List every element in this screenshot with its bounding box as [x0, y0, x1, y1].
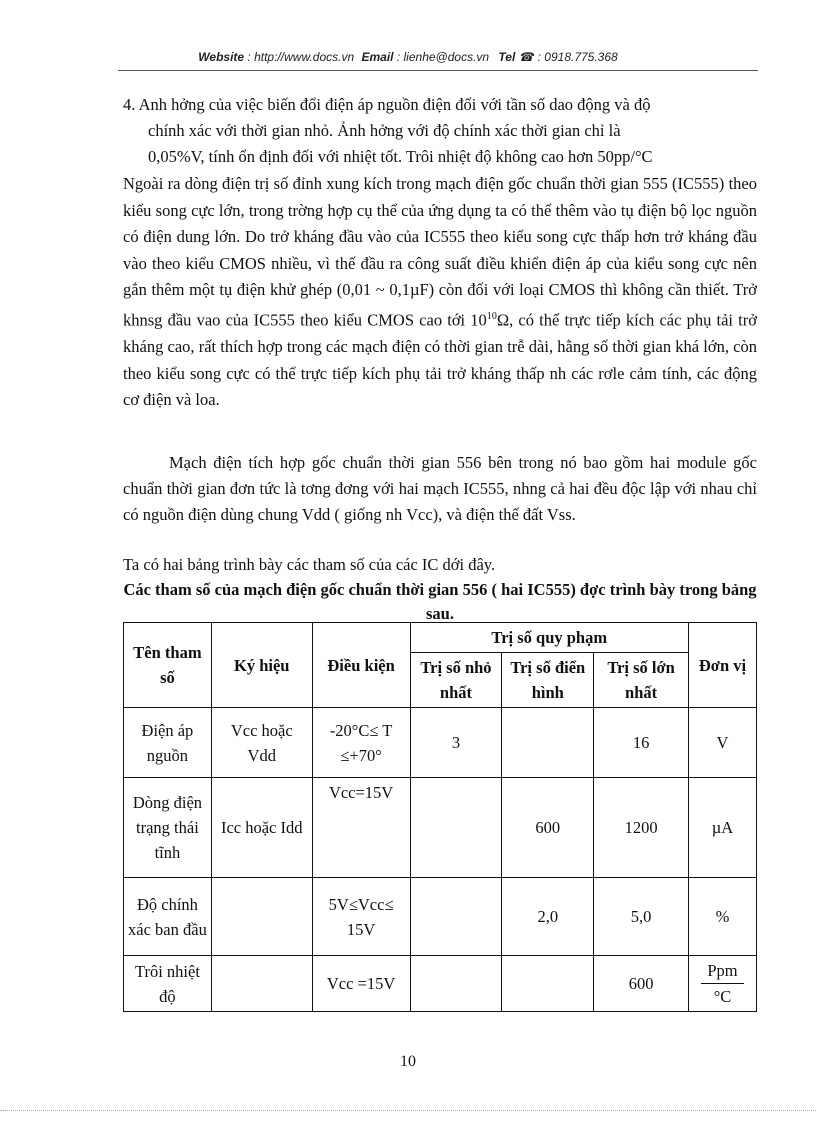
cell-symbol	[211, 956, 312, 1012]
header-max: Trị số lớn nhất	[594, 653, 689, 708]
cell-name: Điện áp nguồn	[124, 708, 212, 778]
cell-min: 3	[410, 708, 502, 778]
table-row	[124, 956, 757, 1012]
cell-unit: µA	[688, 778, 756, 878]
cell-typ: 2,0	[502, 878, 594, 956]
cell-min	[410, 878, 502, 956]
cell-symbol	[211, 878, 312, 956]
paragraph-1-part-b: Ω, có thể trực tiếp kích các phụ tải trở kháng cao, rất thích hợp trong các mạch điện có thời gian trễ dài, hằng số thời gian khá lớn, còn theo kiểu song cực có thể trực tiếp kích phụ tải trở kháng thấp nh các rơle cảm tính, các động cơ điện và loa.	[123, 310, 757, 410]
tel-value: : 0918.775.368	[537, 50, 618, 64]
cell-symbol: Icc hoặc Idd	[211, 778, 312, 878]
item4-line3: 0,05%V, tính ổn định đối với nhiệt tốt. Trôi nhiệt độ không cao hơn 50pp/°C	[148, 147, 653, 166]
item4-line2: chính xác với thời gian nhỏ. Ảnh hởng với độ chính xác thời gian chỉ là	[148, 121, 621, 140]
page-number: 10	[400, 1053, 416, 1070]
cell-condition: Vcc =15V	[312, 956, 410, 1012]
header-typ: Trị số điển hình	[502, 653, 594, 708]
unit-numerator: Ppm	[701, 958, 744, 984]
unit-denominator: °C	[713, 987, 732, 1006]
table-row	[124, 878, 757, 956]
parameter-table	[123, 622, 757, 1012]
cell-max: 16	[594, 708, 689, 778]
cell-min	[410, 956, 502, 1012]
header-spec: Trị số quy phạm	[410, 623, 688, 653]
page-header	[0, 50, 816, 64]
table-caption: Các tham số của mạch điện gốc chuẩn thời gian 556 ( hai IC555) đợc trình bày trong bảng sau.	[123, 580, 757, 623]
email-label: Email	[361, 50, 394, 64]
email-value: : lienhe@docs.vn	[396, 50, 490, 64]
header-name: Tên tham số	[124, 623, 212, 708]
paragraph-1-part-a: Ngoài ra dòng điện trị số đỉnh xung kích trong mạch điện gốc chuẩn thời gian 555 (IC555) theo kiểu song cực lớn, trong trờng hợp cụ thể của ứng dụng ta có thể thêm vào tụ điện bộ lọc nguồn có điện dung lớn. Do trở kháng đầu vào của IC555 theo kiểu song cực thấp hơn trở kháng đầu vào theo kiểu CMOS nhiều, vì thế đầu ra công suất điều khiển điện áp của kiểu song cực nên gắn thêm một tụ điện khử ghép (0,01 ~ 0,1µF) còn đối với loại CMOS thì không cần thiết. Trở khnsg đầu vao của IC555 theo kiểu CMOS cao tới 10	[123, 174, 757, 330]
website-value: : http://www.docs.vn	[247, 50, 355, 64]
cell-max: 600	[594, 956, 689, 1012]
cell-unit: V	[688, 708, 756, 778]
table-row	[124, 708, 757, 778]
header-condition: Điều kiện	[312, 623, 410, 708]
page-footer-rule	[0, 1110, 816, 1111]
website-label: Website	[198, 50, 245, 64]
table-header-row	[124, 623, 757, 653]
paragraph-2: Mạch điện tích hợp gốc chuẩn thời gian 556 bên trong nó bao gồm hai module gốc chuẩn thời gian đơn tức là tơng đơng với hai mạch IC555, nhng cả hai đều độc lập với nhau chỉ có nguồn điện dùng chung Vdd ( giống nh Vcc), và điện thế đất Vss.	[123, 453, 757, 524]
cell-symbol: Vcc hoặc Vdd	[211, 708, 312, 778]
table-row	[124, 778, 757, 878]
cell-unit: %	[688, 878, 756, 956]
cell-condition: 5V≤Vcc≤ 15V	[312, 878, 410, 956]
cell-unit	[688, 956, 756, 1012]
cell-typ	[502, 708, 594, 778]
cell-typ	[502, 956, 594, 1012]
exponent: 10	[486, 310, 497, 322]
cell-condition: Vcc=15V	[312, 778, 410, 878]
cell-name: Độ chính xác ban đầu	[124, 878, 212, 956]
phone-icon: ☎	[518, 50, 534, 64]
cell-max: 5,0	[594, 878, 689, 956]
cell-name: Trôi nhiệt độ	[124, 956, 212, 1012]
header-unit: Đơn vị	[688, 623, 756, 708]
header-min: Trị số nhỏ nhất	[410, 653, 502, 708]
cell-min	[410, 778, 502, 878]
cell-max: 1200	[594, 778, 689, 878]
cell-condition: -20°C≤ T ≤+70°	[312, 708, 410, 778]
cell-typ: 600	[502, 778, 594, 878]
paragraph-3: Ta có hai bảng trình bày các tham số của các IC dới đây.	[123, 555, 496, 574]
header-rule	[118, 70, 758, 71]
paragraph-1	[123, 171, 757, 414]
cell-name: Dòng điện trạng thái tĩnh	[124, 778, 212, 878]
tel-label: Tel	[498, 50, 516, 64]
item4-line1: 4. Anh hởng của việc biến đổi điện áp nguồn điện đối với tần số dao động và độ	[123, 95, 651, 114]
header-symbol: Ký hiệu	[211, 623, 312, 708]
